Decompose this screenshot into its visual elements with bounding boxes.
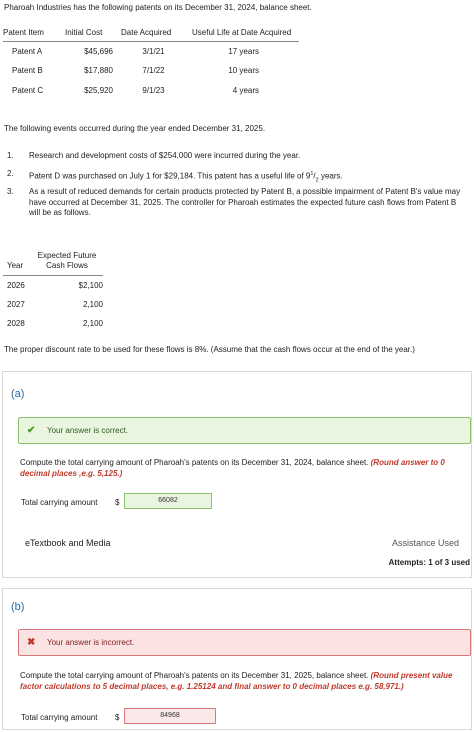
etextbook-link[interactable]: eTextbook and Media — [25, 538, 111, 548]
discount-note: The proper discount rate to be used for these flows is 8%. (Assume that the cash flows occur at the end of the year.) — [4, 345, 415, 354]
cf-amount: $2,100 — [78, 280, 103, 290]
currency-symbol: $ — [115, 498, 120, 507]
part-a-label: (a) — [11, 388, 25, 400]
cashflow-table — [3, 249, 103, 333]
table-row — [3, 42, 299, 62]
patent-cost: $17,880 — [84, 66, 113, 76]
event-text: As a result of reduced demands for certain products protected by Patent B, a possible impairment of Patent B's value may have occurred at December 31, 2025. The controller for Pharoah estimates the expected future cash flows from Patent B will be as follows. — [29, 187, 461, 217]
patent-life: 4 years — [232, 85, 259, 95]
table-row — [3, 81, 299, 101]
feedback-text: Your answer is correct. — [47, 426, 129, 435]
incorrect-feedback-banner — [18, 629, 471, 656]
currency-symbol: $ — [115, 713, 120, 722]
event-item — [7, 169, 467, 186]
event-number: 2. — [7, 169, 14, 178]
feedback-text: Your answer is incorrect. — [47, 638, 135, 647]
total-carrying-amount-label: Total carrying amount — [21, 713, 98, 722]
part-b-panel — [2, 588, 472, 730]
patent-life: 17 years — [228, 47, 259, 56]
patent-name: Patent A — [12, 47, 43, 56]
event-number: 1. — [7, 151, 14, 160]
checkmark-icon: ✔ — [27, 425, 36, 436]
patent-name: Patent C — [12, 85, 44, 95]
col-header-date-acquired: Date Acquired — [119, 25, 188, 42]
part-a-panel — [2, 371, 472, 578]
patent-date: 7/1/22 — [142, 66, 165, 76]
table-row — [3, 314, 103, 333]
patent-date: 3/1/21 — [142, 47, 165, 56]
patents-table — [3, 25, 299, 100]
part-a-instruction: (Round answer to 0 decimal places ,e.g. 5,125.) — [20, 458, 445, 478]
col-header-initial-cost: Initial Cost — [63, 25, 119, 42]
event-item — [7, 187, 467, 219]
event-text: Patent D was purchased on July 1 for $29,184. This patent has a useful life of $9^1/_2$ years. — [29, 171, 343, 184]
part-a-question: Compute the total carrying amount of Pharoah's patents on its December 31, 2024, balance sheet. (Round answer to 0 decimal places ,e.g. 5,125.) — [20, 458, 445, 478]
total-carrying-amount-input-a[interactable]: 66082 — [124, 493, 212, 509]
attempts-counter: Attempts: 1 of 3 used — [388, 558, 470, 567]
part-b-instruction: (Round present value factor calculations to 5 decimal places, e.g. 1.25124 and final answer to 0 decimal places e.g. 58,971.) — [20, 671, 453, 691]
x-mark-icon: ✖ — [27, 637, 36, 648]
table-row — [3, 61, 299, 81]
problem-intro: Pharoah Industries has the following patents on its December 31, 2024, balance sheet. — [4, 3, 312, 12]
table-row — [3, 295, 103, 314]
assistance-used-button[interactable]: Assistance Used — [391, 538, 459, 548]
patent-life: 10 years — [228, 66, 259, 76]
cf-amount: 2,100 — [82, 318, 103, 328]
cf-year: 2028 — [7, 318, 25, 328]
patent-name: Patent B — [12, 66, 43, 76]
patent-date: 9/1/23 — [142, 85, 165, 95]
events-intro: The following events occurred during the year ended December 31, 2025. — [4, 124, 266, 133]
cf-year: 2027 — [7, 299, 25, 309]
patent-cost: $45,696 — [84, 47, 113, 56]
table-row — [3, 276, 103, 295]
col-header-useful-life: Useful Life at Date Acquired — [188, 25, 299, 42]
patent-cost: $25,920 — [84, 85, 113, 95]
cf-year: 2026 — [7, 280, 25, 290]
cf-amount: 2,100 — [82, 299, 103, 309]
col-header-cash-flows: Expected Future Cash Flows — [31, 249, 103, 276]
part-b-label: (b) — [11, 601, 25, 613]
event-text: Research and development costs of $254,000 were incurred during the year. — [29, 151, 301, 160]
col-header-year: Year — [3, 249, 31, 276]
event-item — [7, 151, 467, 162]
total-carrying-amount-input-b[interactable]: 84968 — [124, 708, 216, 724]
col-header-patent-item: Patent Item — [3, 25, 63, 42]
total-carrying-amount-label: Total carrying amount — [21, 498, 98, 507]
part-b-question: Compute the total carrying amount of Pharoah's patents on its December 31, 2025, balance sheet. (Round present value factor calculations to 5 decimal places, e.g. 1.25124 and final answer to 0 decimal places e.g. 58,971.) — [20, 671, 453, 691]
correct-feedback-banner — [18, 417, 471, 444]
event-number: 3. — [7, 187, 14, 196]
